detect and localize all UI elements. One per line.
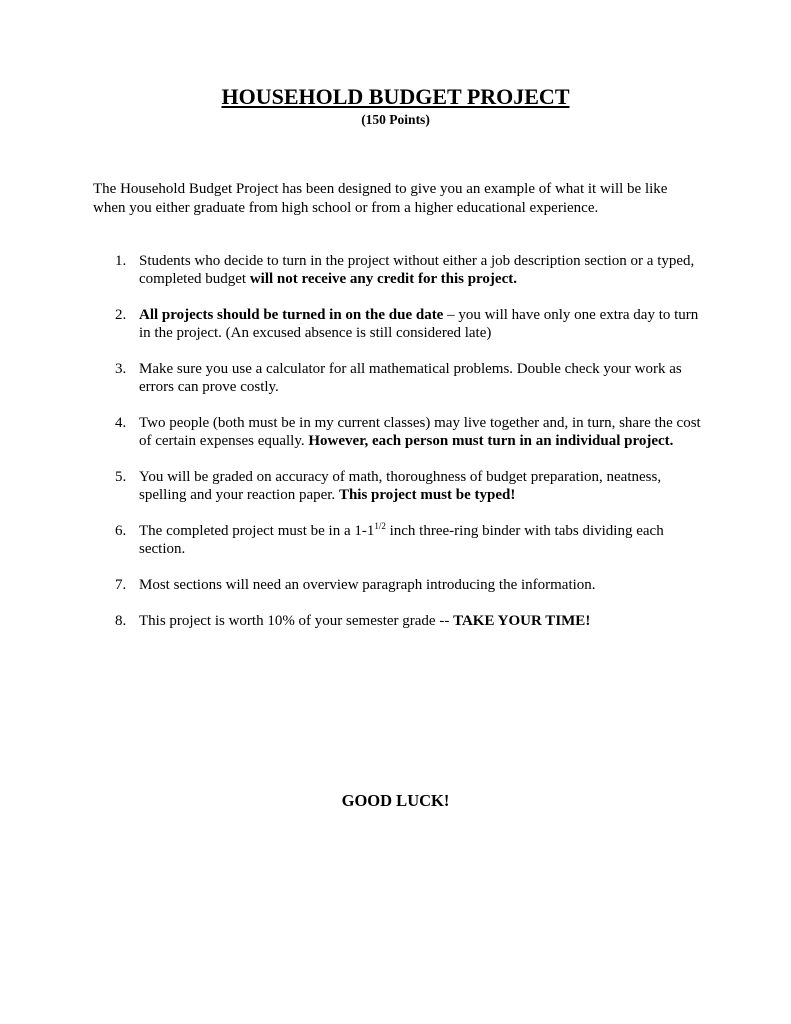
item-bold-text: However, each person must turn in an individual project. xyxy=(308,433,674,449)
list-item xyxy=(93,306,703,342)
item-bold-text: will not receive any credit for this project. xyxy=(249,271,517,287)
item-bold-text: All projects should be turned in on the due date xyxy=(139,307,444,323)
list-item xyxy=(93,522,703,558)
item-text-continued: inch three-ring binder with tabs dividing each section. xyxy=(139,523,664,557)
item-text: – you will have only one extra day to turn in the project. (An excused absence is still considered late) xyxy=(139,307,699,341)
item-bold-text: This project must be typed! xyxy=(338,487,516,503)
item-number: 7. xyxy=(115,577,127,593)
instructions-list xyxy=(93,252,703,630)
list-item xyxy=(93,468,703,504)
document-title-text: HOUSEHOLD BUDGET PROJECT xyxy=(221,84,570,109)
item-bold-text: TAKE YOUR TIME! xyxy=(453,613,591,629)
document-subtitle: (150 Points) xyxy=(361,112,430,127)
intro-paragraph: The Household Budget Project has been designed to give you an example of what it will be like when you either graduate from high school or from a higher educational experience. xyxy=(93,181,668,216)
item-number: 2. xyxy=(115,307,127,323)
list-item xyxy=(93,252,703,288)
closing-text: GOOD LUCK! xyxy=(341,791,450,810)
list-item xyxy=(93,576,703,594)
item-number: 6. xyxy=(115,523,127,539)
fraction-superscript: 1/2 xyxy=(374,521,386,531)
item-number: 3. xyxy=(115,361,127,377)
item-text: Two people (both must be in my current classes) may live together and, in turn, share the cost of certain expenses equally. xyxy=(139,415,701,449)
list-item xyxy=(93,414,703,450)
item-text: You will be graded on accuracy of math, thoroughness of budget preparation, neatness, spelling and your reaction paper. xyxy=(139,469,662,503)
item-text: This project is worth 10% of your semester grade -- xyxy=(139,613,454,629)
list-item xyxy=(93,360,703,396)
item-text: The completed project must be in a 1-1 xyxy=(139,523,375,539)
item-text: Make sure you use a calculator for all mathematical problems. Double check your work as errors can prove costly. xyxy=(139,361,682,395)
item-number: 8. xyxy=(115,613,127,629)
list-item xyxy=(93,612,703,630)
item-text: Most sections will need an overview paragraph introducing the information. xyxy=(139,577,596,593)
document-title xyxy=(0,84,791,110)
item-number: 4. xyxy=(115,415,127,431)
item-number: 1. xyxy=(115,253,127,269)
item-number: 5. xyxy=(115,469,127,485)
item-text: Students who decide to turn in the project without either a job description section or a typed, completed budget xyxy=(139,253,695,287)
